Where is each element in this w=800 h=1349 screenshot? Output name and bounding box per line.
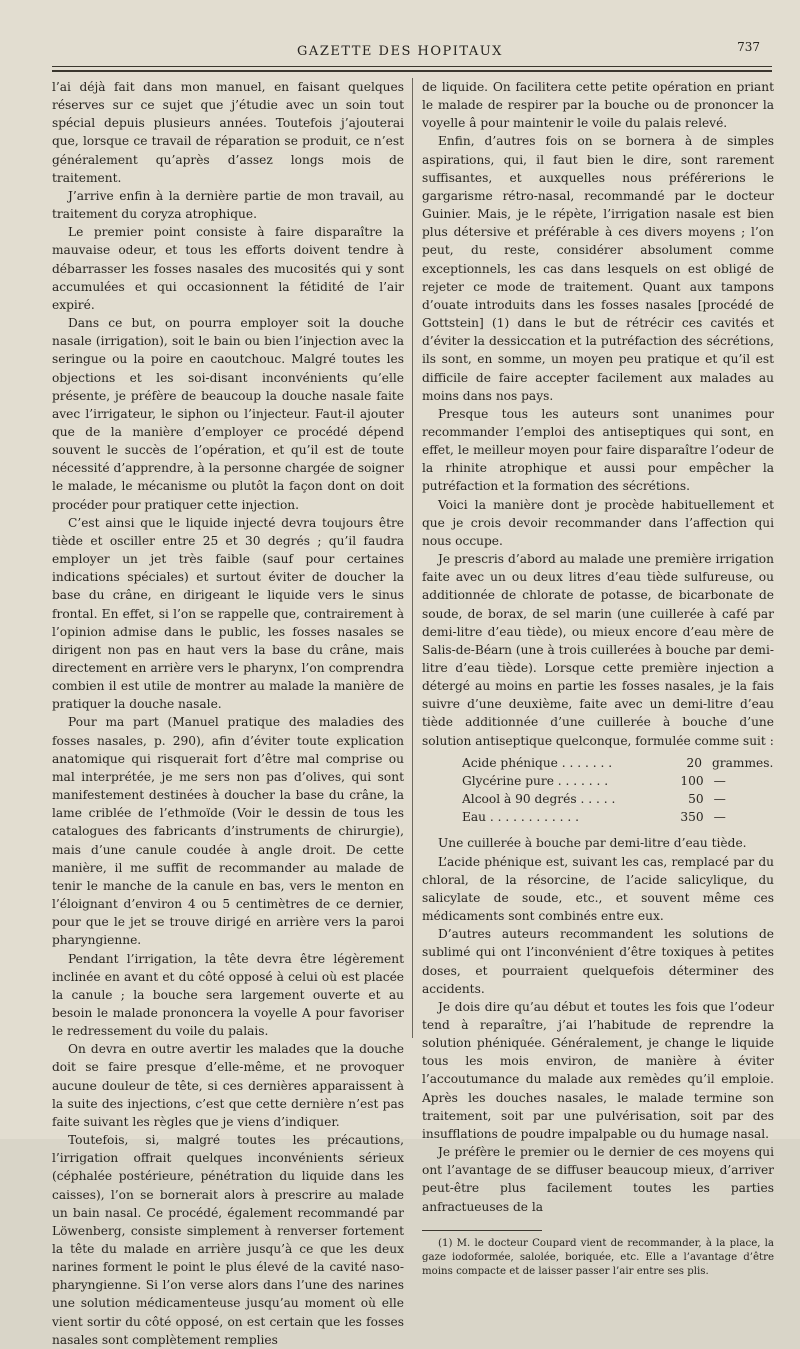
paragraph: Le premier point consiste à faire disparaître la mauvaise odeur, et tous les efforts doivent tendre à débarrasser les fosses nasales des mucosités qui y sont accumulées et qui occasionnent la fétidité de l’air expiré. (52, 225, 404, 312)
paragraph: Toutefois, si, malgré toutes les précautions, l’irrigation offrait quelques inconvénients sérieux (céphalée postérieure, pénétration du liquide dans les caisses), l’on se bornerait alors à prescrire au malade un bain nasal. Ce procédé, également recommandé par Löwenberg, consiste simplement à renverser fortement la tête du malade en arrière jusqu’à ce que les deux narines forment le point le plus élevé de la cavité naso-pharyngienne. Si l’on verse alors dans l’une des narines une solution médicamenteuse jusqu’au moment où elle vient sortir du côté opposé, on est certain que les fosses nasales sont complètement remplies (52, 1133, 404, 1347)
header-rule (52, 66, 772, 67)
paragraph: D’autres auteurs recommandent les solutions de sublimé qui ont l’inconvénient d’être toxiques à petites doses, et pourraient quelquefois déterminer des accidents. (422, 927, 774, 996)
paragraph: On devra en outre avertir les malades que la douche doit se faire presque d’elle-même, et ne provoquer aucune douleur de tête, si ces dernières apparaissent à la suite des injections, c’est que cette dernière n’est pas faite suivant les règles que je viens d’indiquer. (52, 1042, 404, 1129)
ingredient-quantity: 350 (680, 810, 704, 825)
ingredient-name: Acide phénique . . . . . . . (462, 755, 613, 770)
paragraph: Je dois dire qu’au début et toutes les fois que l’odeur tend à reparaître, j’ai l’habitude de reprendre la solution phéniquée. Généralement, je change le liquide tous les mois environ, de manière à éviter l’accoutumance du malade aux remèdes qu’il emploie. Après les douches nasales, le malade termine son traitement, soit par une pulvérisation, soit par des insufflations de poudre impalpable ou du humage nasal. (422, 999, 774, 1141)
paragraph: Pour ma part (Manuel pratique des maladies des fosses nasales, p. 290), afin d’éviter toute explication anatomique qui risquerait fort d’être mal comprise ou mal interprétée, je me sers non pas d’olives, qui sont manifestement destinées à doucher la base du crâne, la lame criblée de l’ethmoïde (Voir le dessin de tous les catalogues des fabricants d’instruments de chirurgie), mais d’une canule coudée à angle droit. De cette manière, il me suffit de recommander au malade de tenir le manche de la canule en bas, vers le menton en l’éloignant d’environ 4 ou 5 centimètres de ce dernier, pour que le jet se trouve dirigé en arrière vers la paroi pharyngienne. (52, 715, 404, 948)
formula-row (462, 790, 762, 808)
footnote-rule (422, 1230, 542, 1231)
paragraph: Voici la manière dont je procède habituellement et que je crois devoir recommander dans l’affection qui nous occupe. (422, 497, 774, 548)
ingredient-name: Eau . . . . . . . . . . . . (462, 810, 579, 825)
paragraph: Je préfère le premier ou le dernier de ces moyens qui ont l’avantage de se diffuser beaucoup mieux, d’arriver peut-être plus facilement toutes les parties anfractueuses de la (422, 1145, 774, 1214)
paragraph: J’arrive enfin à la dernière partie de mon travail, au traitement du coryza atrophique. (52, 188, 404, 222)
right-column (422, 78, 774, 1279)
formula-row (462, 772, 762, 790)
ingredient-unit: — (713, 792, 726, 807)
paragraph: Je prescris d’abord au malade une première irrigation faite avec un ou deux litres d’eau tiède sulfureuse, ou additionnée de chlorate de potasse, de bicarbonate de soude, de borax, de sel marin (une cuillerée à café par demi-litre d’eau tiède), ou mieux encore d’eau mère de Salis-de-Béarn (une à trois cuillerées à bouche par demi-litre d’eau tiède). Lorsque cette première injection a détergé au moins en partie les fosses nasales, je la fais suivre d’une deuxième, faite avec un demi-litre d’eau tiède additionnée d’une cuillerée à bouche d’une solution antiseptique quelconque, formulée comme suit : (422, 552, 774, 748)
ingredient-unit: — (713, 810, 726, 825)
ingredient-name: Alcool à 90 degrés . . . . . (462, 792, 616, 807)
paragraph: l’ai déjà fait dans mon manuel, en faisant quelques réserves sur ce sujet que j’étudie avec un soin tout spécial depuis plusieurs années. Toutefois j’ajouterai que, lorsque ce travail de réparation se produit, ce n’est généralement qu’après d’assez longs mois de traitement. (52, 80, 404, 185)
left-column (52, 78, 404, 1349)
formula-row (462, 754, 774, 772)
paragraph: Enfin, d’autres fois on se bornera à de simples aspirations, qui, il faut bien le dire, sont rarement suffisantes, et auxquelles nous préférerions le gargarisme rétro-nasal, recommandé par le docteur Guinier. Mais, je le répète, l’irrigation nasale est bien plus détersive et préférable à ces divers moyens ; l’on peut, du reste, considérer absolument comme exceptionnels, les cas dans lesquels on est obligé de rejeter ce mode de traitement. Quant aux tampons d’ouate introduits dans les fosses nasales [procédé de Gottstein] (1) dans le but de rétrécir ces cavités et d’éviter la dessiccation et la putréfaction des sécrétions, ils sont, en somme, un moyen peu pratique et qu’il est difficile de faire accepter facilement aux malades au moins dans nos pays. (422, 134, 774, 403)
publication-title: GAZETTE DES HOPITAUX (297, 44, 503, 59)
paragraph: L’acide phénique est, suivant les cas, remplacé par du chloral, de la résorcine, de l’acide salicylique, du salicylate de soude, etc., et souvent même ces médicaments sont combinés entre eux. (422, 854, 774, 924)
page-header (0, 40, 800, 62)
ingredient-name: Glycérine pure . . . . . . . (462, 773, 609, 788)
ingredient-unit: grammes. (712, 755, 774, 770)
paragraph: Pendant l’irrigation, la tête devra être légèrement inclinée en avant et du côté opposé à celui où est placée la canule ; la bouche sera largement ouverte et au besoin le malade prononcera la voyelle A pour favoriser le redressement du voile du palais. (52, 951, 404, 1039)
ingredient-quantity: 20 (686, 755, 702, 770)
prescription-formula (462, 754, 774, 827)
ingredient-quantity: 100 (680, 773, 704, 788)
page-number: 737 (737, 40, 760, 54)
ingredient-quantity: 50 (688, 792, 704, 807)
formula-row (462, 808, 762, 826)
paragraph: de liquide. On facilitera cette petite opération en priant le malade de respirer par la bouche ou de prononcer la voyelle â pour maintenir le voile du palais relevé. (422, 80, 774, 131)
paragraph: Presque tous les auteurs sont unanimes pour recommander l’emploi des antiseptiques qui sont, en effet, le meilleur moyen pour faire disparaître l’odeur de la rhinite atrophique et aussi pour empêcher la putréfaction et la formation des sécrétions. (422, 406, 774, 494)
paragraph: Une cuillerée à bouche par demi-litre d’eau tiède. (438, 836, 747, 851)
paragraph: C’est ainsi que le liquide injecté devra toujours être tiède et osciller entre 25 et 30 degrés ; qu’il faudra employer un jet très faible (sauf pour certaines indications spéciales) et surtout éviter de doucher la base du crâne, en dirigeant le liquide vers le sinus frontal. En effet, si l’on se rappelle que, contrairement à l’opinion admise dans le public, les fosses nasales se dirigent non pas en haut vers la base du crâne, mais directement en arrière vers le pharynx, l’on comprendra combien il est utile de montrer au malade la manière de pratiquer la douche nasale. (52, 515, 404, 712)
footnote: (1) M. le docteur Coupard vient de recommander, à la place, la gaze iodoformée, salolée, boriquée, etc. Elle a l’avantage d’être moins compacte et de laisser passer l’air entre ses plis. (422, 1237, 774, 1277)
header-rule-thick (52, 70, 772, 72)
column-divider (412, 78, 413, 1038)
paragraph: Dans ce but, on pourra employer soit la douche nasale (irrigation), soit le bain ou bien l’injection avec la seringue ou la poire en caoutchouc. Malgré toutes les objections et les soi-disant inconvénients qu’elle présente, je préfère de beaucoup la douche nasale faite avec l’irrigateur, le siphon ou l’injecteur. Faut-il ajouter que de la manière d’employer ce procédé dépend souvent le succès de l’opération, et qu’il est de toute nécessité d’apprendre, à la personne chargée de soigner le malade, le mécanisme ou plutôt la façon dont on doit procéder pour pratiquer cette injection. (52, 316, 404, 512)
ingredient-unit: — (713, 773, 726, 788)
